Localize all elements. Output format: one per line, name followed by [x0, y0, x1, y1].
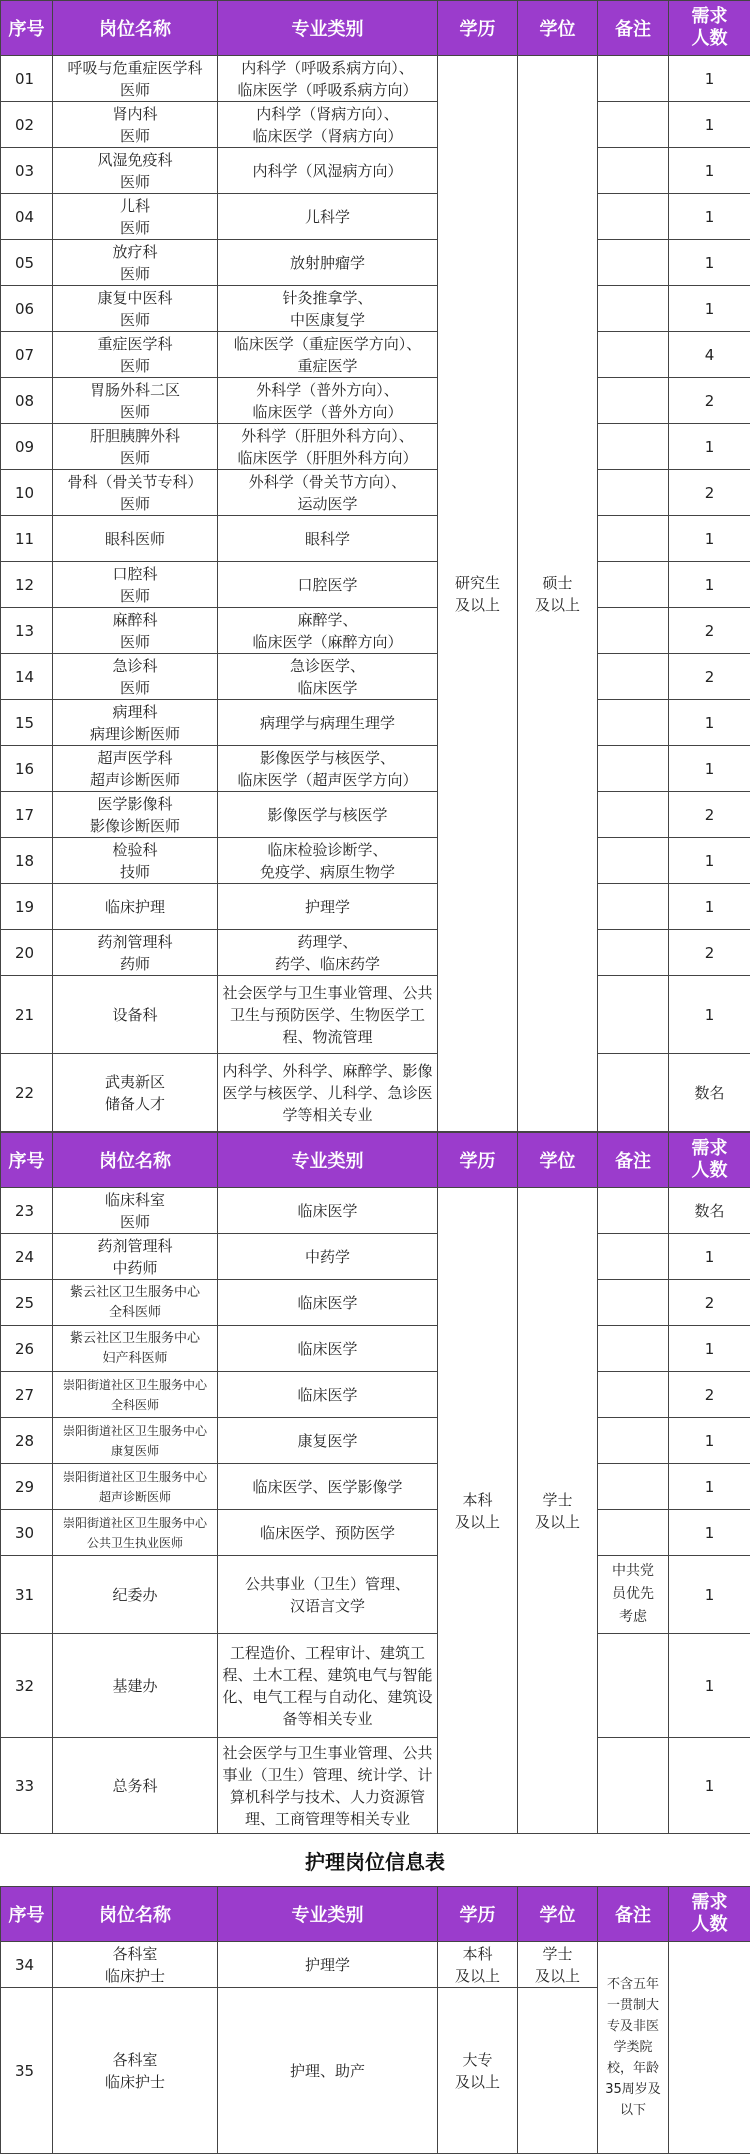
post-name: 纪委办 [53, 1556, 218, 1634]
major: 急诊医学、 临床医学 [218, 654, 438, 700]
count: 2 [669, 1280, 750, 1326]
education-cell: 本科 及以上 [438, 1942, 518, 1988]
header-note: 备注 [598, 1133, 669, 1188]
row-number: 17 [1, 792, 53, 838]
post-name: 武夷新区 储备人才 [53, 1054, 218, 1132]
note [598, 240, 669, 286]
post-name: 各科室 临床护士 [53, 1942, 218, 1988]
header-no: 序号 [1, 1133, 53, 1188]
count: 数名 [669, 1054, 750, 1132]
header-major: 专业类别 [218, 1133, 438, 1188]
major: 临床医学 [218, 1372, 438, 1418]
count: 1 [669, 700, 750, 746]
count: 1 [669, 102, 750, 148]
table-header-row [1, 1, 750, 56]
table-row [1, 1738, 750, 1834]
table-row [1, 516, 750, 562]
post-name: 紫云社区卫生服务中心 妇产科医师 [53, 1326, 218, 1372]
major: 病理学与病理生理学 [218, 700, 438, 746]
count: 1 [669, 1234, 750, 1280]
count: 1 [669, 148, 750, 194]
note [598, 1634, 669, 1738]
count: 1 [669, 240, 750, 286]
education-cell: 大专 及以上 [438, 1988, 518, 2154]
row-number: 22 [1, 1054, 53, 1132]
major: 康复医学 [218, 1418, 438, 1464]
post-name: 康复中医科 医师 [53, 286, 218, 332]
header-degree: 学位 [518, 1, 598, 56]
post-name: 超声医学科 超声诊断医师 [53, 746, 218, 792]
count: 1 [669, 516, 750, 562]
count: 1 [669, 286, 750, 332]
header-count: 需求 人数 [669, 1133, 750, 1188]
header-major: 专业类别 [218, 1887, 438, 1942]
major: 外科学（普外方向）、 临床医学（普外方向） [218, 378, 438, 424]
count: 1 [669, 194, 750, 240]
note [598, 470, 669, 516]
count: 1 [669, 1418, 750, 1464]
row-number: 20 [1, 930, 53, 976]
note: 不含五年 一贯制大 专及非医 学类院 校，年龄 35周岁及 以下 [598, 1942, 669, 2154]
note [598, 424, 669, 470]
header-post: 岗位名称 [53, 1, 218, 56]
header-education: 学历 [438, 1, 518, 56]
major: 社会医学与卫生事业管理、公共事业（卫生）管理、统计学、计算机科学与技术、人力资源管理、工商管理等相关专业 [218, 1738, 438, 1834]
major: 外科学（骨关节方向）、 运动医学 [218, 470, 438, 516]
post-name: 设备科 [53, 976, 218, 1054]
major: 内科学（风湿病方向） [218, 148, 438, 194]
count: 数名 [669, 1188, 750, 1234]
major: 影像医学与核医学 [218, 792, 438, 838]
table-row [1, 470, 750, 516]
row-number: 28 [1, 1418, 53, 1464]
major: 临床医学、医学影像学 [218, 1464, 438, 1510]
table-row [1, 1280, 750, 1326]
row-number: 21 [1, 976, 53, 1054]
row-number: 31 [1, 1556, 53, 1634]
count: 4 [669, 332, 750, 378]
education-cell: 研究生 及以上 [438, 56, 518, 1132]
table-undergraduate-positions [0, 1132, 750, 1834]
degree-cell: 硕士 及以上 [518, 56, 598, 1132]
major: 临床医学 [218, 1280, 438, 1326]
major: 中药学 [218, 1234, 438, 1280]
major: 儿科学 [218, 194, 438, 240]
note [598, 1738, 669, 1834]
row-number: 16 [1, 746, 53, 792]
note: 中共党 员优先 考虑 [598, 1556, 669, 1634]
row-number: 15 [1, 700, 53, 746]
post-name: 肾内科 医师 [53, 102, 218, 148]
post-name: 崇阳街道社区卫生服务中心 全科医师 [53, 1372, 218, 1418]
header-major: 专业类别 [218, 1, 438, 56]
post-name: 眼科医师 [53, 516, 218, 562]
row-number: 09 [1, 424, 53, 470]
post-name: 麻醉科 医师 [53, 608, 218, 654]
row-number: 19 [1, 884, 53, 930]
row-number: 34 [1, 1942, 53, 1988]
post-name: 药剂管理科 中药师 [53, 1234, 218, 1280]
header-post: 岗位名称 [53, 1887, 218, 1942]
table-row [1, 1326, 750, 1372]
major: 护理学 [218, 884, 438, 930]
row-number: 11 [1, 516, 53, 562]
table-header-row [1, 1887, 750, 1942]
post-name: 医学影像科 影像诊断医师 [53, 792, 218, 838]
post-name: 各科室 临床护士 [53, 1988, 218, 2154]
note [598, 1326, 669, 1372]
note [598, 1054, 669, 1132]
post-name: 呼吸与危重症医学科 医师 [53, 56, 218, 102]
count: 1 [669, 1510, 750, 1556]
table-row [1, 1418, 750, 1464]
major: 工程造价、工程审计、建筑工程、土木工程、建筑电气与智能化、电气工程与自动化、建筑设备等相关专业 [218, 1634, 438, 1738]
post-name: 药剂管理科 药师 [53, 930, 218, 976]
major: 影像医学与核医学、 临床医学（超声医学方向） [218, 746, 438, 792]
post-name: 病理科 病理诊断医师 [53, 700, 218, 746]
table-row [1, 1634, 750, 1738]
post-name: 急诊科 医师 [53, 654, 218, 700]
header-post: 岗位名称 [53, 1133, 218, 1188]
major: 外科学（肝胆外科方向）、 临床医学（肝胆外科方向） [218, 424, 438, 470]
header-note: 备注 [598, 1887, 669, 1942]
major: 临床医学、预防医学 [218, 1510, 438, 1556]
table-row [1, 332, 750, 378]
count: 1 [669, 1556, 750, 1634]
row-number: 18 [1, 838, 53, 884]
count: 2 [669, 378, 750, 424]
row-number: 23 [1, 1188, 53, 1234]
row-number: 01 [1, 56, 53, 102]
post-name: 肝胆胰脾外科 医师 [53, 424, 218, 470]
row-number: 07 [1, 332, 53, 378]
post-name: 崇阳街道社区卫生服务中心 康复医师 [53, 1418, 218, 1464]
row-number: 14 [1, 654, 53, 700]
note [598, 378, 669, 424]
row-number: 32 [1, 1634, 53, 1738]
table-row [1, 1510, 750, 1556]
row-number: 35 [1, 1988, 53, 2154]
header-degree: 学位 [518, 1887, 598, 1942]
post-name: 风湿免疫科 医师 [53, 148, 218, 194]
post-name: 检验科 技师 [53, 838, 218, 884]
count: 1 [669, 562, 750, 608]
row-number: 04 [1, 194, 53, 240]
count: 1 [669, 838, 750, 884]
note [598, 1418, 669, 1464]
count: 2 [669, 608, 750, 654]
major: 放射肿瘤学 [218, 240, 438, 286]
header-no: 序号 [1, 1887, 53, 1942]
major: 内科学（呼吸系病方向）、 临床医学（呼吸系病方向） [218, 56, 438, 102]
major: 临床医学（重症医学方向）、 重症医学 [218, 332, 438, 378]
table-row [1, 1054, 750, 1132]
note [598, 194, 669, 240]
table-row [1, 700, 750, 746]
note [598, 148, 669, 194]
note [598, 1280, 669, 1326]
note [598, 562, 669, 608]
table-row [1, 1188, 750, 1234]
count: 1 [669, 56, 750, 102]
count: 2 [669, 930, 750, 976]
count: 2 [669, 654, 750, 700]
post-name: 儿科 医师 [53, 194, 218, 240]
major: 内科学、外科学、麻醉学、影像医学与核医学、儿科学、急诊医学等相关专业 [218, 1054, 438, 1132]
row-number: 03 [1, 148, 53, 194]
row-number: 30 [1, 1510, 53, 1556]
header-education: 学历 [438, 1133, 518, 1188]
note [598, 1372, 669, 1418]
major: 麻醉学、 临床医学（麻醉方向） [218, 608, 438, 654]
table-row [1, 838, 750, 884]
count: 1 [669, 976, 750, 1054]
count: 1 [669, 424, 750, 470]
note [598, 286, 669, 332]
count: 1 [669, 1326, 750, 1372]
major: 内科学（肾病方向）、 临床医学（肾病方向） [218, 102, 438, 148]
table-row [1, 746, 750, 792]
note [598, 56, 669, 102]
major: 社会医学与卫生事业管理、公共卫生与预防医学、生物医学工程、物流管理 [218, 976, 438, 1054]
note [598, 1188, 669, 1234]
note [598, 608, 669, 654]
note [598, 1464, 669, 1510]
count [669, 1942, 750, 2154]
major: 临床医学 [218, 1188, 438, 1234]
count: 1 [669, 1634, 750, 1738]
header-degree: 学位 [518, 1133, 598, 1188]
table-row [1, 608, 750, 654]
table-row [1, 1234, 750, 1280]
major: 眼科学 [218, 516, 438, 562]
post-name: 基建办 [53, 1634, 218, 1738]
table-row [1, 884, 750, 930]
note [598, 654, 669, 700]
post-name: 崇阳街道社区卫生服务中心 公共卫生执业医师 [53, 1510, 218, 1556]
nursing-section-title: 护理岗位信息表 [0, 1834, 750, 1886]
post-name: 胃肠外科二区 医师 [53, 378, 218, 424]
note [598, 792, 669, 838]
table-row [1, 792, 750, 838]
table-nursing-positions [0, 1886, 750, 2154]
post-name: 重症医学科 医师 [53, 332, 218, 378]
note [598, 1234, 669, 1280]
count: 2 [669, 470, 750, 516]
table-row [1, 976, 750, 1054]
count: 1 [669, 884, 750, 930]
table-row [1, 424, 750, 470]
header-count: 需求 人数 [669, 1887, 750, 1942]
row-number: 27 [1, 1372, 53, 1418]
row-number: 05 [1, 240, 53, 286]
post-name: 口腔科 医师 [53, 562, 218, 608]
note [598, 102, 669, 148]
note [598, 884, 669, 930]
note [598, 976, 669, 1054]
row-number: 24 [1, 1234, 53, 1280]
row-number: 26 [1, 1326, 53, 1372]
post-name: 总务科 [53, 1738, 218, 1834]
degree-cell: 学士 及以上 [518, 1188, 598, 1834]
major: 公共事业（卫生）管理、 汉语言文学 [218, 1556, 438, 1634]
row-number: 08 [1, 378, 53, 424]
row-number: 12 [1, 562, 53, 608]
table-row [1, 654, 750, 700]
table-row [1, 56, 750, 102]
table-row [1, 148, 750, 194]
post-name: 崇阳街道社区卫生服务中心 超声诊断医师 [53, 1464, 218, 1510]
header-education: 学历 [438, 1887, 518, 1942]
table-row [1, 378, 750, 424]
row-number: 10 [1, 470, 53, 516]
major: 药理学、 药学、临床药学 [218, 930, 438, 976]
major: 临床检验诊断学、 免疫学、病原生物学 [218, 838, 438, 884]
major: 针灸推拿学、 中医康复学 [218, 286, 438, 332]
note [598, 838, 669, 884]
table-row [1, 930, 750, 976]
table-row [1, 1464, 750, 1510]
note [598, 1510, 669, 1556]
note [598, 746, 669, 792]
major: 护理学 [218, 1942, 438, 1988]
table-header-row [1, 1133, 750, 1188]
major: 口腔医学 [218, 562, 438, 608]
table-row [1, 286, 750, 332]
row-number: 29 [1, 1464, 53, 1510]
major: 临床医学 [218, 1326, 438, 1372]
table-row [1, 1942, 750, 1988]
table-row [1, 1556, 750, 1634]
row-number: 33 [1, 1738, 53, 1834]
count: 2 [669, 1372, 750, 1418]
degree-cell [518, 1988, 598, 2154]
post-name: 临床护理 [53, 884, 218, 930]
header-count: 需求 人数 [669, 1, 750, 56]
note [598, 516, 669, 562]
count: 1 [669, 746, 750, 792]
count: 2 [669, 792, 750, 838]
post-name: 骨科（骨关节专科） 医师 [53, 470, 218, 516]
row-number: 25 [1, 1280, 53, 1326]
table-row [1, 102, 750, 148]
post-name: 紫云社区卫生服务中心 全科医师 [53, 1280, 218, 1326]
count: 1 [669, 1738, 750, 1834]
post-name: 放疗科 医师 [53, 240, 218, 286]
table-row [1, 562, 750, 608]
note [598, 930, 669, 976]
note [598, 332, 669, 378]
count: 1 [669, 1464, 750, 1510]
table-row [1, 1372, 750, 1418]
row-number: 13 [1, 608, 53, 654]
major: 护理、助产 [218, 1988, 438, 2154]
header-note: 备注 [598, 1, 669, 56]
post-name: 临床科室 医师 [53, 1188, 218, 1234]
header-no: 序号 [1, 1, 53, 56]
row-number: 02 [1, 102, 53, 148]
note [598, 700, 669, 746]
table-row [1, 194, 750, 240]
degree-cell: 学士 及以上 [518, 1942, 598, 1988]
row-number: 06 [1, 286, 53, 332]
education-cell: 本科 及以上 [438, 1188, 518, 1834]
table-row [1, 240, 750, 286]
